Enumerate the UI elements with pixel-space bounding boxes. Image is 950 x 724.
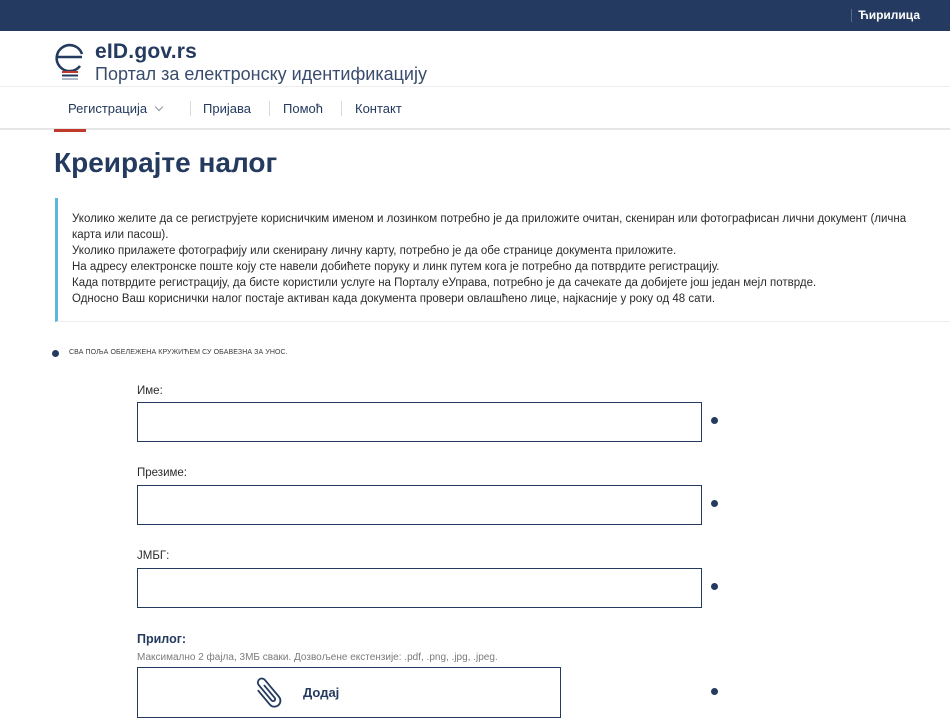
nav-active-indicator <box>54 129 86 132</box>
required-fields-note: СВА ПОЉА ОБЕЛЕЖЕНА КРУЖИЋЕМ СУ ОБАВЕЗНА ЗА УНОС. <box>69 349 288 356</box>
paperclip-icon <box>248 675 288 711</box>
nav-divider <box>269 101 270 116</box>
required-dot-icon <box>711 417 718 424</box>
first-name-input[interactable] <box>137 402 702 442</box>
nav-item-registration[interactable] <box>68 101 162 116</box>
site-header <box>0 31 950 86</box>
attachment-note: Максимално 2 фајла, 3МБ сваки. Дозвољене екстензије: .pdf, .png, .jpg, .jpeg. <box>137 652 498 663</box>
jmbg-label: ЈМБГ: <box>137 550 170 562</box>
required-dot-icon <box>711 583 718 590</box>
required-dot-icon <box>711 500 718 507</box>
required-dot-icon <box>711 688 718 695</box>
last-name-label: Презиме: <box>137 467 187 479</box>
brand-title[interactable]: eID.gov.rs <box>95 40 197 63</box>
info-line: Уколико желите да се региструјете корисничким именом и лозинком потребно је да приложите очитан, скениран или фотографисан лични документ (лична карта или пасош). <box>72 213 907 241</box>
add-attachment-label: Додај <box>303 685 340 700</box>
info-box <box>55 198 950 322</box>
eid-logo-icon[interactable] <box>53 40 87 80</box>
required-dot-icon <box>52 350 59 357</box>
page-title: Креирајте налог <box>54 147 278 178</box>
info-line: Када потврдите регистрацију, да бисте користили услуге на Порталу еУправа, потребно је да сачекате да добијете још један мејл потврде. <box>72 277 817 289</box>
chevron-down-icon <box>155 103 163 111</box>
jmbg-input[interactable] <box>137 568 702 608</box>
top-bar <box>0 0 950 31</box>
info-line: Уколико прилажете фотографију или скенирану личну карту, потребно је да обе странице документа приложите. <box>72 245 677 257</box>
nav-item-label: Регистрација <box>68 101 148 116</box>
language-switch[interactable]: Ћирилица <box>851 9 920 22</box>
info-line: На адресу електронске поште коју сте навели добићете поруку и линк путем кога је потребно да потврдите регистрацију. <box>72 261 720 273</box>
attachment-title: Прилог: <box>137 632 187 646</box>
first-name-label: Име: <box>137 385 163 397</box>
last-name-input[interactable] <box>137 485 702 525</box>
nav-divider <box>190 101 191 116</box>
brand-subtitle: Портал за електронску идентификацију <box>95 64 427 84</box>
main-nav <box>0 86 950 130</box>
nav-item-help[interactable]: Помоћ <box>283 101 323 116</box>
nav-item-contact[interactable]: Контакт <box>355 101 402 116</box>
info-line: Односно Ваш кориснички налог постаје активан када документа провери овлашћено лице, најкасније у року од 48 сати. <box>72 293 716 305</box>
nav-item-login[interactable]: Пријава <box>203 101 251 116</box>
nav-divider <box>341 101 342 116</box>
add-attachment-button[interactable] <box>137 667 561 718</box>
